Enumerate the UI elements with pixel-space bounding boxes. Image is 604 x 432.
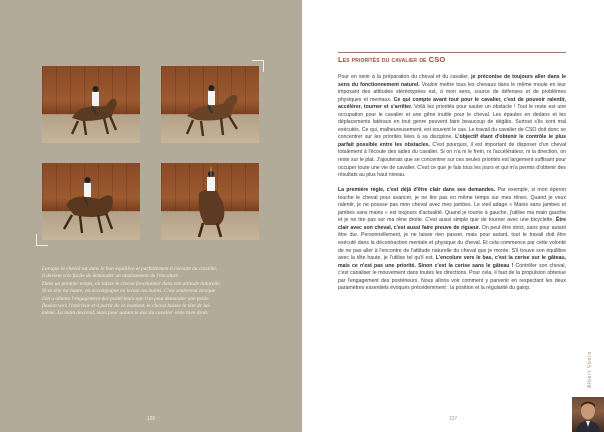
section-title: Les priorités du cavalier de CSO bbox=[338, 55, 446, 64]
portrait-illustration bbox=[572, 397, 604, 432]
corner-bracket-bottom-left bbox=[36, 234, 48, 246]
corner-bracket-top-right bbox=[252, 60, 264, 72]
paragraph bbox=[338, 187, 566, 293]
photo-rider-2 bbox=[161, 66, 259, 143]
photo-caption bbox=[42, 266, 264, 318]
text-run: C'est pourquoi, il est important de disposer d'un cheval totalement à l'écoute des aides du cavalier. Si on n'a ni le frein, ni l'accélérateur, ni la direction, on reste sur le plat. J'ajouterais que se concentrer sur ces seules priorités est largement suffisant pour occuper toute une vie de cavalier. C'est ce que je fais tous les jours et qui m'a permis d'obtenir des résultats au plus haut niveau. bbox=[338, 141, 566, 179]
text-run: Vouloir mettre tous les chevaux dans le même moule en leur imposant des attitudes stéréotypées est, à mon sens, source de défenses et de problèmes physiques et mentaux. bbox=[338, 81, 566, 103]
right-page bbox=[302, 0, 604, 432]
page-number-right: 127 bbox=[448, 416, 458, 422]
photo-rider-1 bbox=[42, 66, 140, 143]
page-number-left: 126 bbox=[146, 416, 156, 422]
horse-rider-illustration bbox=[161, 163, 259, 240]
bold-run: L'objectif étant d'obtenir le contrôle le plus parfait possible entre les obstacles. bbox=[338, 134, 567, 148]
text-run: Par exemple, si mon éperon touche le cheval pour avancer, je ne tire pas en même temps sur mes rênes. Quand je veux ralentir, je ne pousse pas mon cheval avec mes jambes. Le vieil adage « Mains sans jambes et jambes sans mains » est toujours d'actualité. Quand je tourne à gauche, j'utilise ma main gauche et je ne tire pas sur ma rêne droite. C'est aussi simple que de tourner avec une bicyclette. bbox=[338, 187, 566, 224]
caption-line: l'on a obtenu l'engagement des postérieurs que l'on peut demander une petite bbox=[42, 295, 209, 302]
caption-line: Lorsque le cheval est dans le bon équilibre et parfaitement à l'écoute du cavalier, bbox=[42, 266, 218, 272]
photo-rider-3 bbox=[42, 163, 140, 240]
author-name-vertical bbox=[587, 330, 597, 390]
caption-line: il devient très facile de demander un abaissement de l'encolure. bbox=[42, 273, 180, 280]
caption-line: Dans un premier temps, on laisse le cheval fonctionner dans son attitude naturelle. bbox=[42, 280, 221, 287]
horse-rider-illustration bbox=[161, 66, 259, 143]
text-run: Pour en venir à la préparation du cheval et du cavalier, bbox=[338, 74, 472, 80]
text-run: Voilà les priorités pour sauter un obstacle ! Tout le reste est une occupation pour le cavalier et une gêne inutile pour le cheval. Les épaules en dedans et les déplacements latéraux en tout genre peuvent faire beaucoup de dégâts. Surtout s'ils sont mal exécutés. Ce qui, malheureusement, est souvent le cas. bbox=[338, 104, 566, 133]
author-portrait bbox=[572, 397, 604, 432]
bold-run: Ce qui compte avant tout pour le cavalier, c'est de pouvoir ralentir, accélérer, tourner et s'arrêter. bbox=[338, 96, 566, 111]
horse-rider-illustration bbox=[42, 66, 140, 143]
bold-run: La première règle, c'est déjà d'être clair dans ses demandes. bbox=[338, 187, 496, 194]
horse-rider-illustration bbox=[42, 163, 140, 240]
body-text bbox=[338, 74, 566, 300]
author-name: Albert Voorn bbox=[587, 350, 593, 388]
text-run: Contrôler son cheval, c'est canaliser le mouvement dans toutes les directions. Pour cela, il faut de la propulsion obtenue par l'engagement des postérieurs. Nous allons voir comment y parvenir en respectant les deux paramètres essentiels évoqués précédemment : la position et la régularité du galop. bbox=[338, 262, 566, 292]
bold-run: L'encolure vers le bas, c'est la cerise sur le gâteau, mais ce n'est pas une priorité. Sinon c'est la cerise sans le gâteau ! bbox=[338, 255, 566, 269]
text-run: On peut être strict, sans pour autant être dur. Personnellement, je ne laisse rien passer, mais pour autant, tout le travail doit être exécuté dans la décontraction mentale et physique du cheval. Et cela commence par cette volonté de ne pas aller à l'encontre de l'attitude naturelle du cheval que je monte. S'il trouve son équilibre avec la tête haute, je l'utilise tel qu'il est. bbox=[338, 224, 566, 262]
caption-line: Si sa tête est haute, on accompagne en levant les mains. C'est seulement lorsque bbox=[42, 288, 216, 295]
photo-rider-4 bbox=[161, 163, 259, 240]
bold-run: je préconise de toujours aller dans le sens du fonctionnement naturel. bbox=[338, 74, 566, 88]
bold-run: Être clair avec son cheval, c'est aussi faire preuve de rigueur. bbox=[338, 217, 566, 231]
caption-line: même. La main descend, mais pour autant le dos du cavalier reste bien droit. bbox=[42, 310, 209, 317]
text-run: Le travail du cavalier de CSO doit donc se concentrer sur les priorités liées à sa discipline. bbox=[338, 126, 566, 141]
caption-line: flexion vers l'intérieur et à partir de ce moment, le cheval baisse la tête de lui- bbox=[42, 303, 211, 310]
paragraph bbox=[338, 74, 566, 180]
title-rule bbox=[338, 52, 566, 53]
